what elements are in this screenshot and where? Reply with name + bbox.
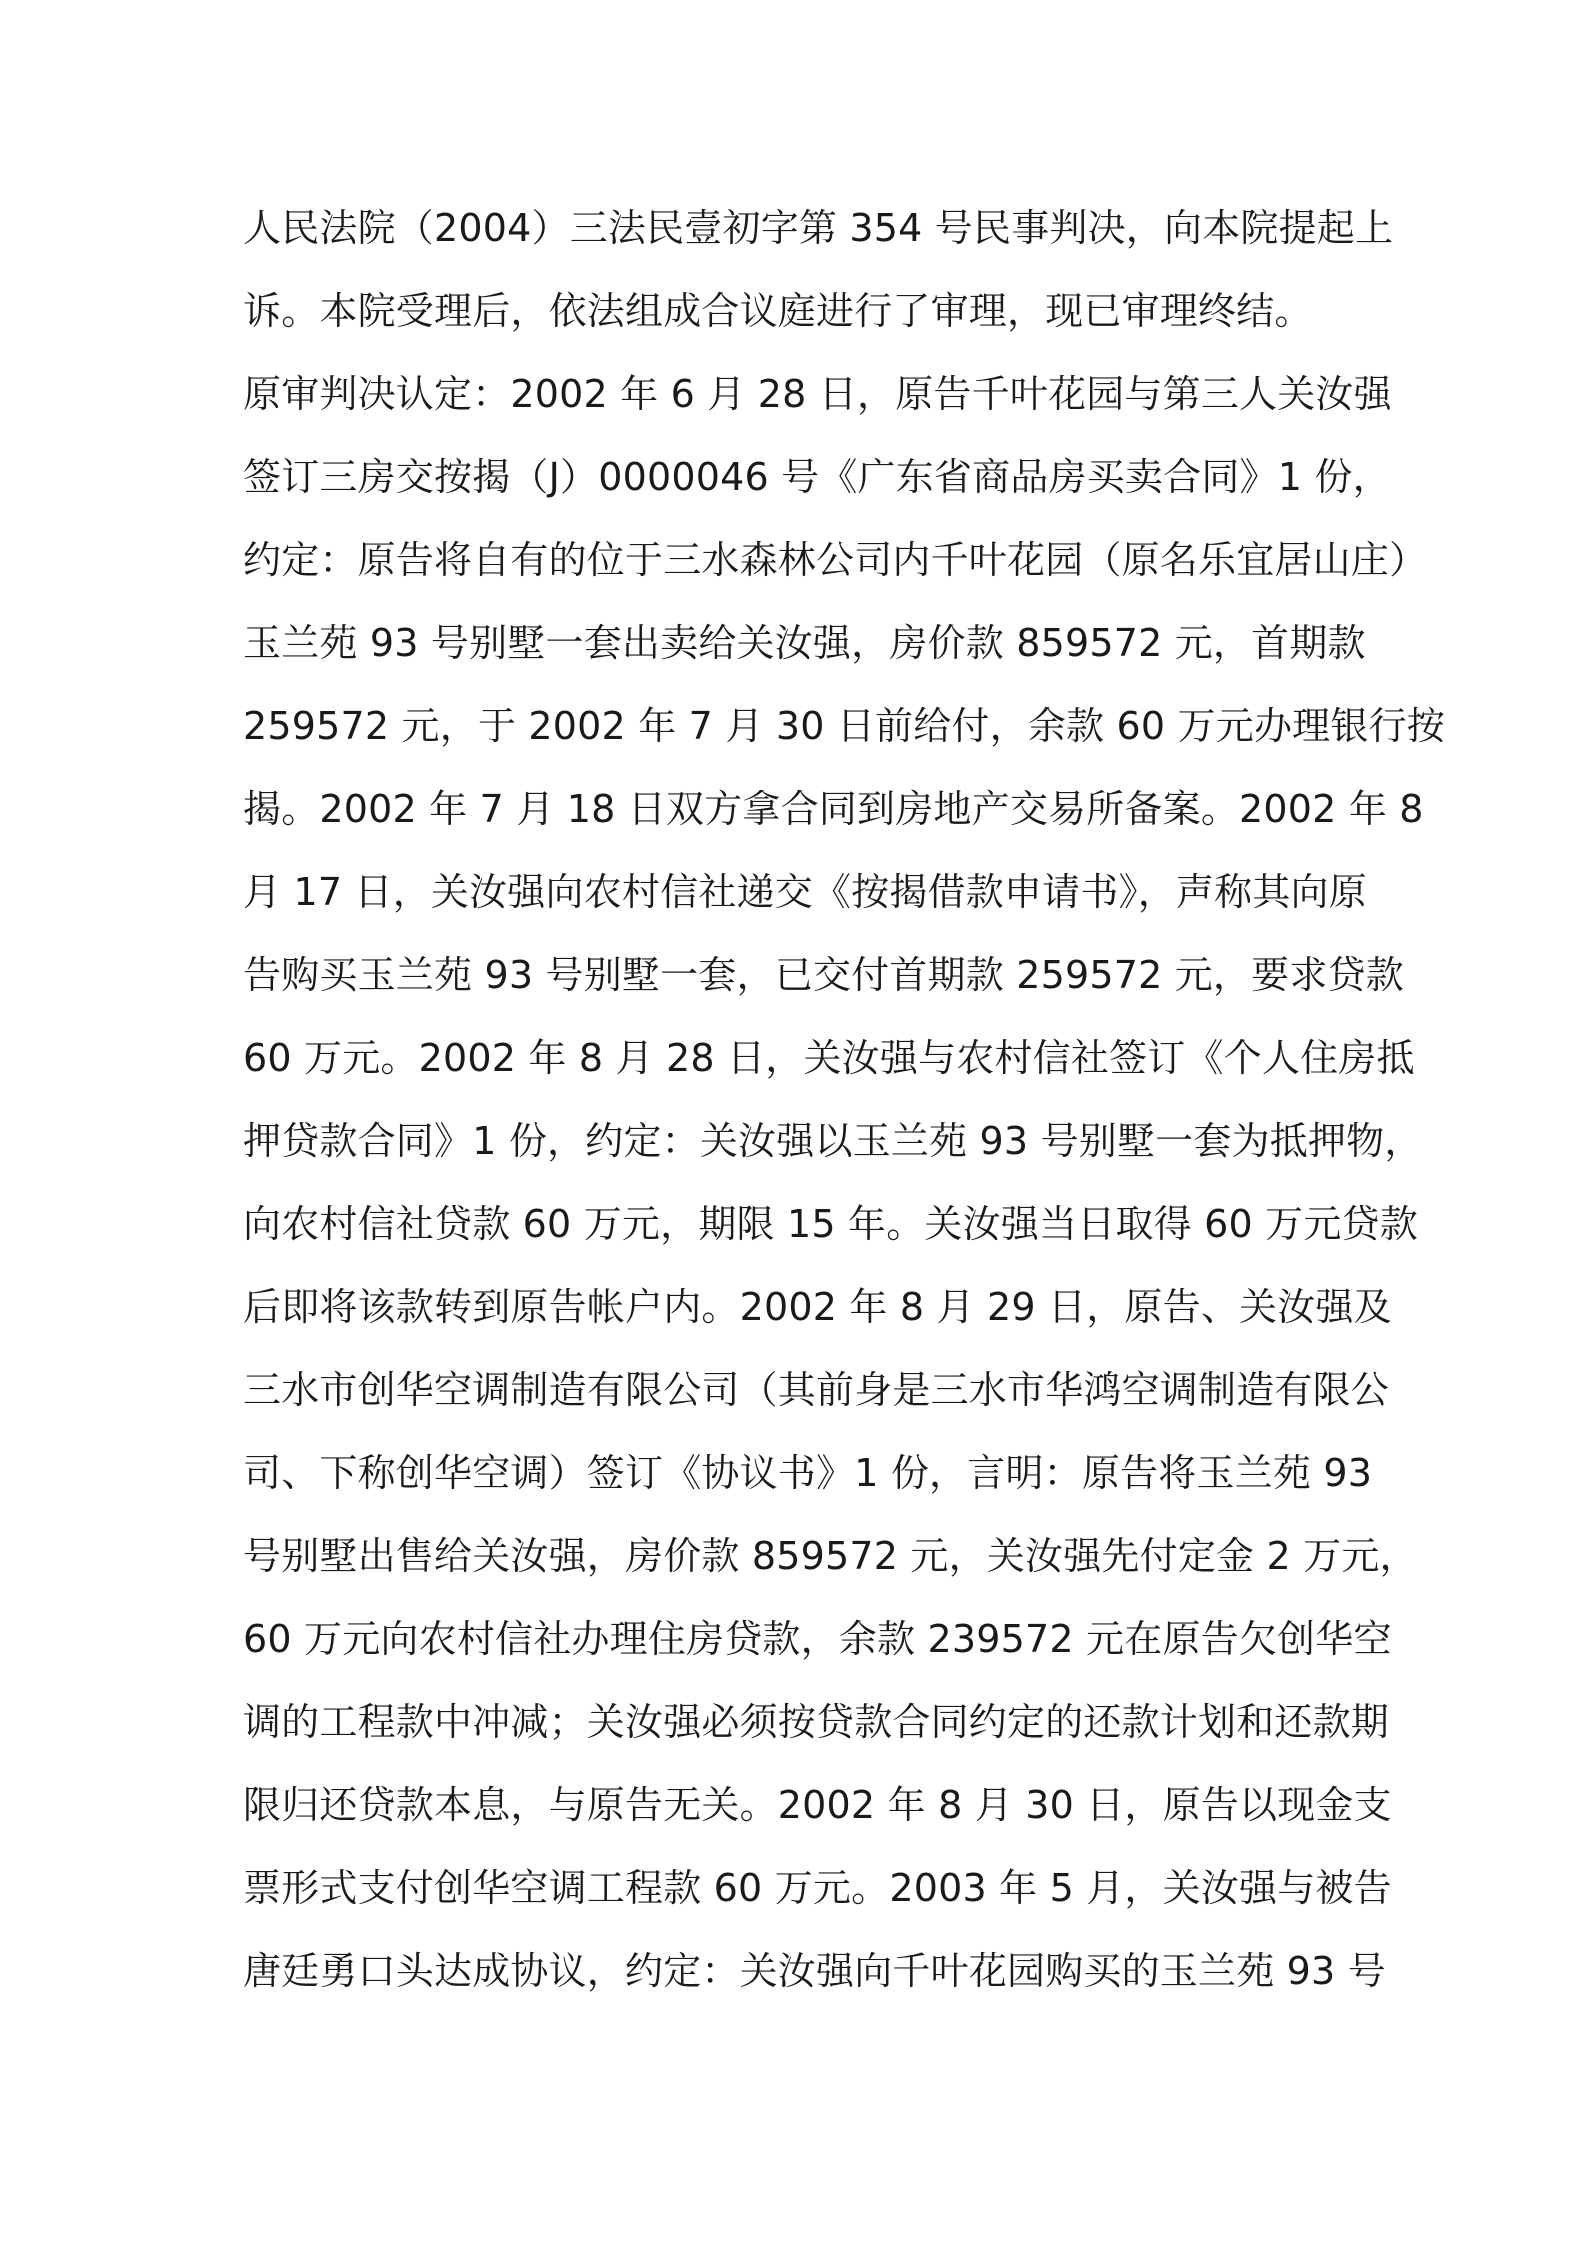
judgment-text-block [243, 198, 1445, 2024]
text-line: 唐廷勇口头达成协议，约定：关汝强向千叶花园购买的玉兰苑 93 号 [243, 1949, 1386, 1993]
text-line: 259572 元，于 2002 年 7 月 30 日前给付，余款 60 万元办理银行按 [243, 704, 1445, 748]
text-line: 60 万元。2002 年 8 月 28 日，关汝强与农村信社签订《个人住房抵 [243, 1036, 1415, 1080]
text-line: 约定：原告将自有的位于三水森林公司内千叶花园（原名乐宜居山庄） [243, 538, 1428, 582]
text-line: 60 万元向农村信社办理住房贷款，余款 239572 元在原告欠创华空 [243, 1617, 1392, 1661]
text-line: 告购买玉兰苑 93 号别墅一套，已交付首期款 259572 元，要求贷款 [243, 953, 1404, 997]
text-line: 号别墅出售给关汝强，房价款 859572 元，关汝强先付定金 2 万元， [243, 1534, 1418, 1578]
text-line: 月 17 日，关汝强向农村信社递交《按揭借款申请书》，声称其向原 [243, 870, 1367, 914]
text-line: 签订三房交按揭（J）0000046 号《广东省商品房买卖合同》1 份， [243, 455, 1391, 499]
text-line: 票形式支付创华空调工程款 60 万元。2003 年 5 月，关汝强与被告 [243, 1866, 1392, 1910]
text-line: 向农村信社贷款 60 万元，期限 15 年。关汝强当日取得 60 万元贷款 [243, 1202, 1418, 1246]
text-line: 后即将该款转到原告帐户内。2002 年 8 月 29 日，原告、关汝强及 [243, 1285, 1392, 1329]
text-line: 原审判决认定：2002 年 6 月 28 日，原告千叶花园与第三人关汝强 [243, 372, 1392, 416]
text-line: 限归还贷款本息，与原告无关。2002 年 8 月 30 日，原告以现金支 [243, 1783, 1392, 1827]
text-line: 玉兰苑 93 号别墅一套出卖给关汝强，房价款 859572 元，首期款 [243, 621, 1366, 665]
text-line: 人民法院（2004）三法民壹初字第 354 号民事判决，向本院提起上 [243, 206, 1394, 250]
text-line: 押贷款合同》1 份，约定：关汝强以玉兰苑 93 号别墅一套为抵押物， [243, 1119, 1423, 1163]
text-line: 诉。本院受理后，依法组成合议庭进行了审理，现已审理终结。 [243, 289, 1313, 333]
text-line: 调的工程款中冲减；关汝强必须按贷款合同约定的还款计划和还款期 [243, 1700, 1390, 1744]
text-line: 三水市创华空调制造有限公司（其前身是三水市华鸿空调制造有限公 [243, 1368, 1390, 1412]
text-line: 司、下称创华空调）签订《协议书》1 份，言明：原告将玉兰苑 93 [243, 1451, 1373, 1495]
text-line: 揭。2002 年 7 月 18 日双方拿合同到房地产交易所备案。2002 年 8 [243, 787, 1424, 831]
